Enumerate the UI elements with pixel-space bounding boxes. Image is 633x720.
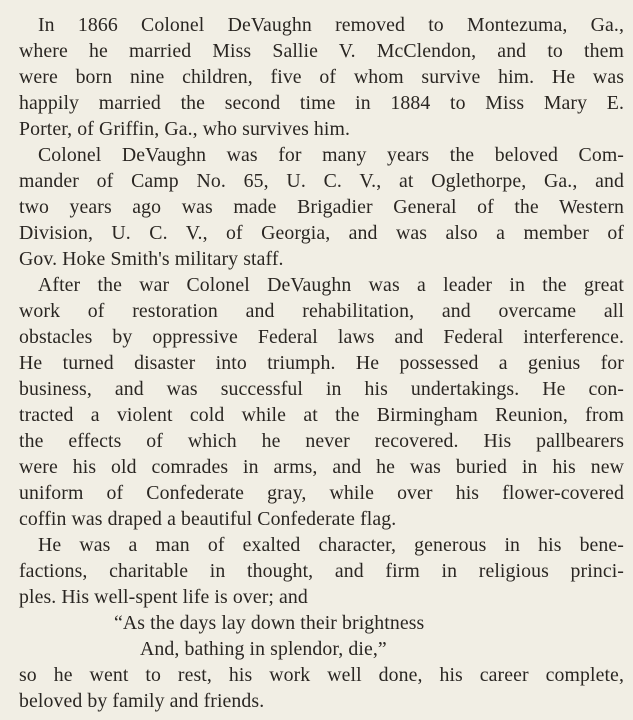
text-line: mander of Camp No. 65, U. C. V., at Oglethorpe, Ga., and bbox=[19, 170, 624, 192]
text-line: were born nine children, five of whom survive him. He was bbox=[19, 66, 624, 88]
verse-line: And, bathing in splendor, die,” bbox=[140, 638, 387, 660]
text-line: factions, charitable in thought, and firm in religious princi- bbox=[19, 560, 624, 582]
text-line: He was a man of exalted character, generous in his bene- bbox=[38, 534, 624, 556]
text-line: beloved by family and friends. bbox=[19, 690, 265, 712]
text-line: Gov. Hoke Smith's military staff. bbox=[19, 248, 284, 270]
text-line: Colonel DeVaughn was for many years the beloved Com- bbox=[38, 144, 624, 166]
text-line: He turned disaster into triumph. He possessed a genius for bbox=[19, 352, 624, 374]
text-line: where he married Miss Sallie V. McClendon, and to them bbox=[19, 40, 624, 62]
text-line: uniform of Confederate gray, while over his flower-covered bbox=[19, 482, 624, 504]
text-line: work of restoration and rehabilitation, and overcame all bbox=[19, 300, 624, 322]
text-line: Porter, of Griffin, Ga., who survives him. bbox=[19, 118, 351, 140]
text-line: the effects of which he never recovered. His pallbearers bbox=[19, 430, 624, 452]
text-line: In 1866 Colonel DeVaughn removed to Montezuma, Ga., bbox=[38, 14, 624, 36]
text-line: two years ago was made Brigadier General of the Western bbox=[19, 196, 624, 218]
text-line: After the war Colonel DeVaughn was a leader in the great bbox=[38, 274, 624, 296]
text-line: happily married the second time in 1884 to Miss Mary E. bbox=[19, 92, 624, 114]
text-line: business, and was successful in his undertakings. He con- bbox=[19, 378, 624, 400]
text-line: tracted a violent cold while at the Birmingham Reunion, from bbox=[19, 404, 624, 426]
verse-line: “As the days lay down their brightness bbox=[114, 612, 425, 634]
text-line: ples. His well-spent life is over; and bbox=[19, 586, 308, 608]
text-line: were his old comrades in arms, and he was buried in his new bbox=[19, 456, 624, 478]
text-line: so he went to rest, his work well done, his career complete, bbox=[19, 664, 624, 686]
text-line: Division, U. C. V., of Georgia, and was also a member of bbox=[19, 222, 624, 244]
text-line: coffin was draped a beautiful Confederate flag. bbox=[19, 508, 397, 530]
text-line: obstacles by oppressive Federal laws and Federal interference. bbox=[19, 326, 624, 348]
